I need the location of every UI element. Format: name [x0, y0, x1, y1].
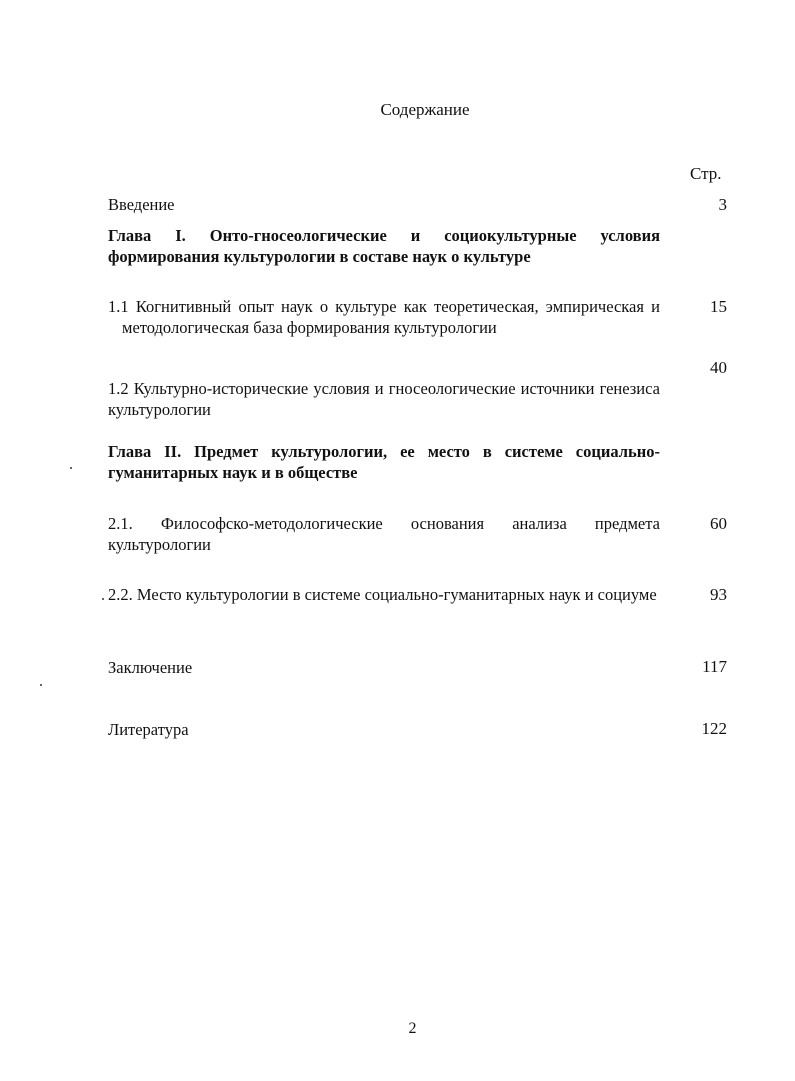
toc-page-1-2: 40 — [710, 358, 727, 377]
toc-page-intro: 3 — [718, 195, 727, 214]
toc-entry-2-2: 2.2. Место культурологии в системе социально-гуманитарных наук и социуме — [108, 585, 657, 604]
toc-chapter-2: Глава II. Предмет культурологии, ее место в системе социально-гуманитарных наук и в обществе — [108, 442, 660, 482]
toc-page-2-1: 60 — [710, 514, 727, 533]
toc-entry-2-1: 2.1. Философско-методологические основания анализа предмета культурологии — [108, 514, 660, 554]
toc-page-1-1: 15 — [710, 297, 727, 316]
scan-speck — [40, 684, 42, 686]
scan-speck — [70, 467, 72, 469]
toc-entry-1-2: 1.2 Культурно-исторические условия и гносеологические источники генезиса культурологии — [108, 379, 660, 419]
scan-speck — [102, 598, 104, 600]
toc-entry-1-1: 1.1 Когнитивный опыт наук о культуре как теоретическая, эмпирическая и методологическая база формирования культурологии — [108, 297, 660, 337]
toc-chapter-1: Глава I. Онто-гносеологические и социокультурные условия формирования культурологии в составе наук о культуре — [108, 226, 660, 266]
page-column-label: Стр. — [690, 164, 722, 183]
page-number: 2 — [408, 1020, 417, 1037]
page-title: Содержание — [380, 100, 470, 119]
toc-page-2-2: 93 — [710, 585, 727, 604]
toc-page-conclusion: 117 — [702, 657, 727, 676]
toc-entry-literature: Литература — [108, 720, 189, 739]
toc-entry-intro: Введение — [108, 195, 175, 214]
toc-page-literature: 122 — [701, 719, 727, 738]
toc-entry-conclusion: Заключение — [108, 658, 193, 677]
